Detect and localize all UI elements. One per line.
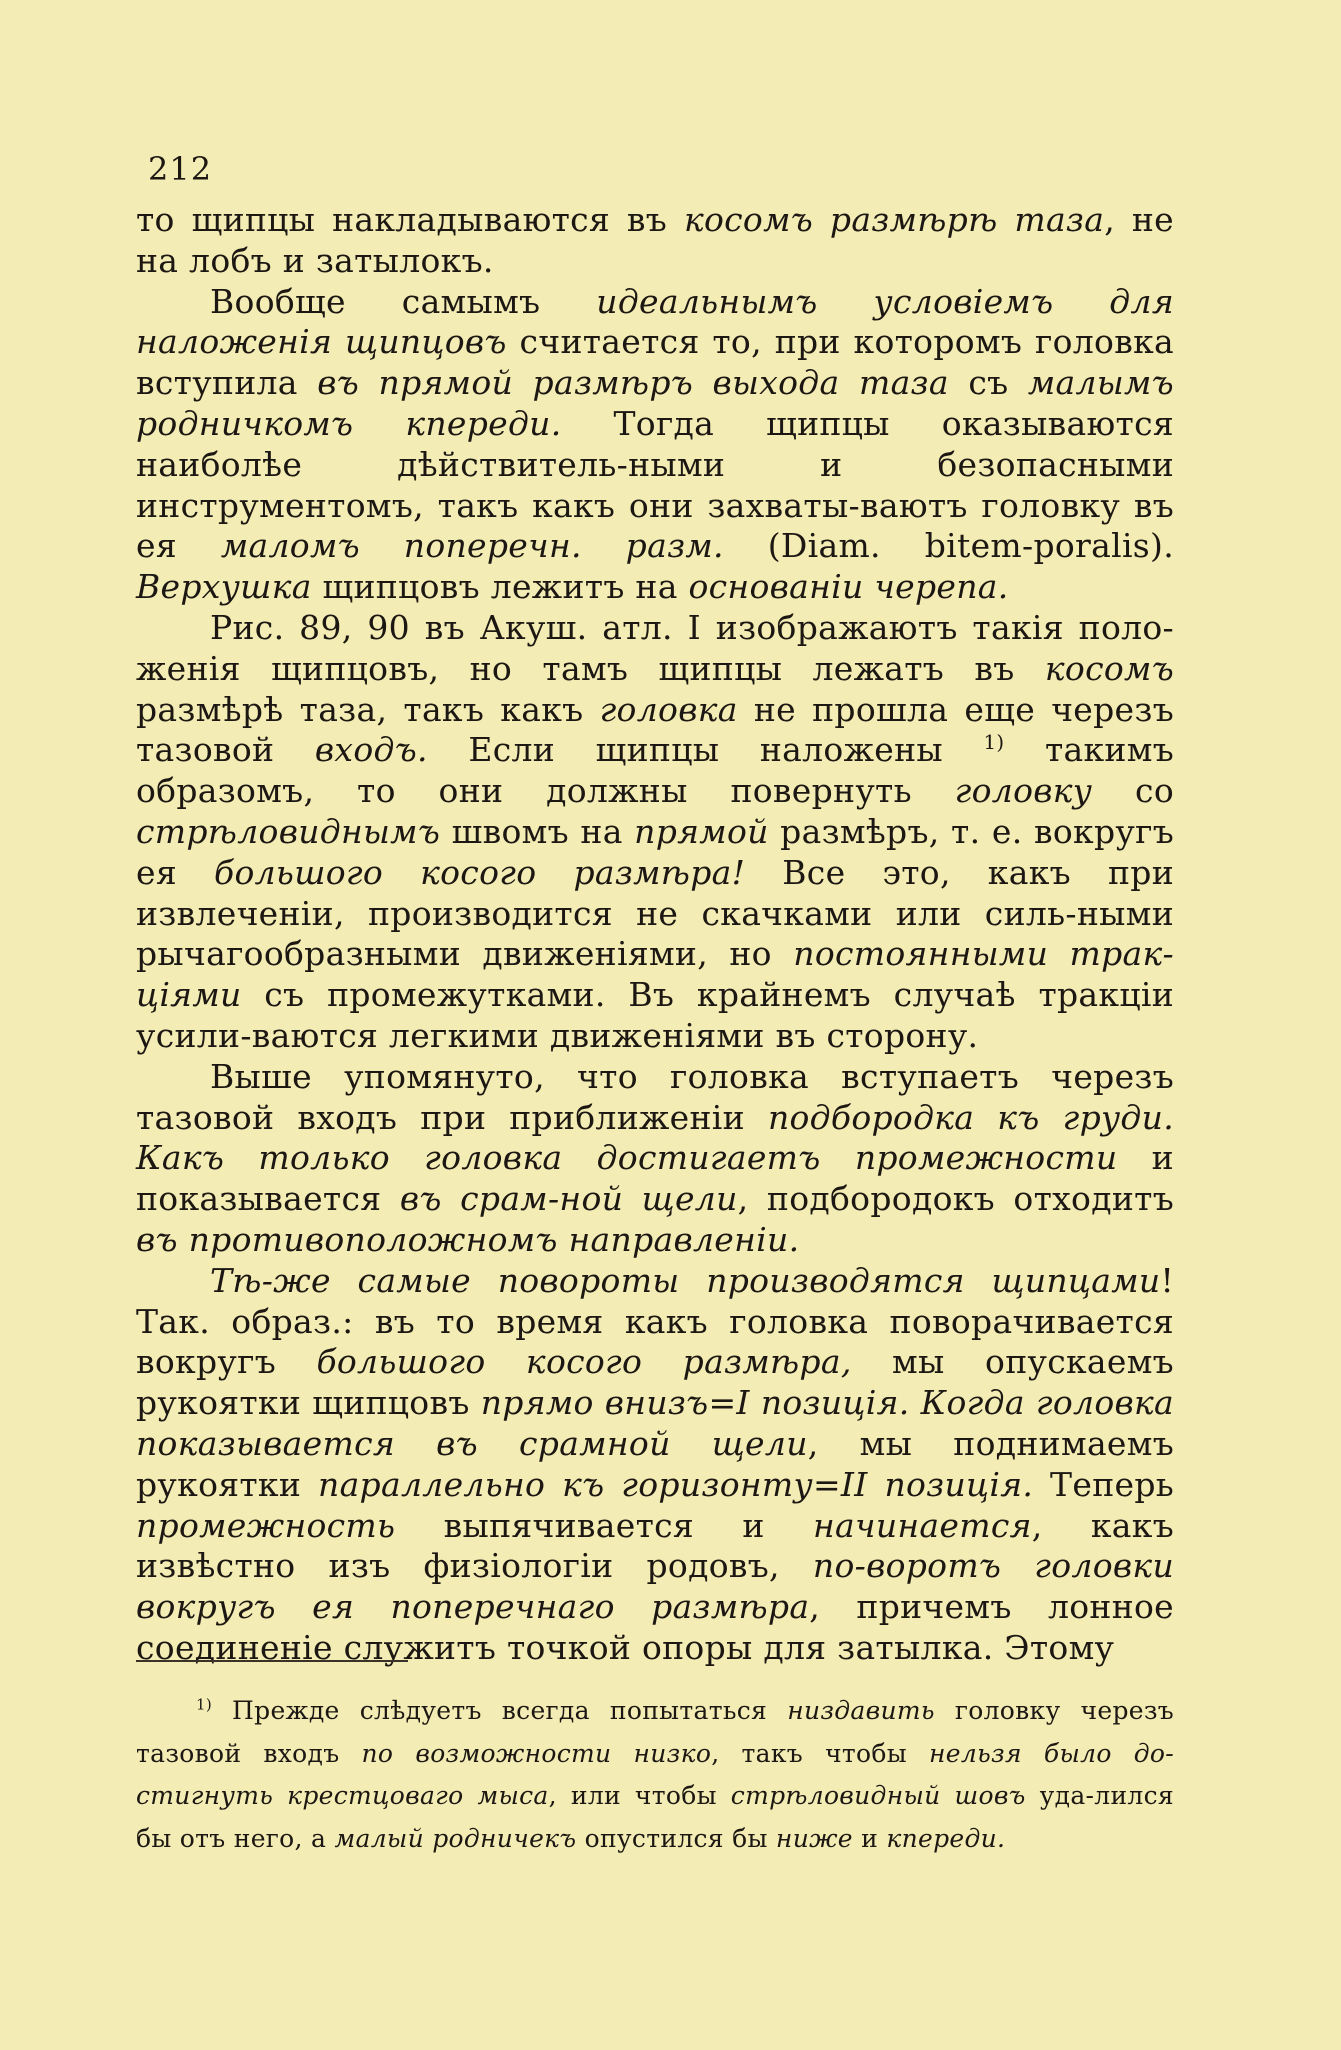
text-span: размѣрѣ таза, такъ какъ — [136, 689, 600, 729]
italic-span: прямо внизъ=I позиція. Когда головка показывается въ срамной щели — [136, 1383, 1174, 1463]
italic-span: кпереди. — [886, 1823, 1006, 1853]
italic-span: промежность — [136, 1505, 396, 1545]
italic-span: по-воротъ головки вокругъ ея поперечнаго размѣра — [136, 1546, 1174, 1627]
text-span: съ промежутками. Въ крайнемъ случаѣ тракціи усили-ваются легкими движеніями въ сторону. — [136, 975, 1174, 1055]
italic-span: головка — [599, 689, 738, 729]
text-span: , подбородокъ отходитъ — [737, 1179, 1174, 1219]
text-span: и — [852, 1823, 887, 1853]
text-span: головку черезъ тазовой входъ — [136, 1696, 1174, 1768]
text-span: Прежде слѣдуетъ всегда попытаться — [212, 1696, 788, 1725]
paragraph — [136, 1261, 1174, 1669]
footnote — [136, 1690, 1174, 1860]
text-span: размѣръ, т. е. вокругъ ея — [136, 811, 1174, 892]
italic-span: большого косого размѣра, — [316, 1342, 852, 1382]
text-span: , причемъ лонное соединеніе служитъ точкой опоры для затылка. Этому — [136, 1587, 1174, 1667]
italic-span: Верхушка — [136, 567, 312, 607]
text-span: опустился бы — [576, 1823, 776, 1853]
text-span: , не на лобъ и затылокъ. — [136, 200, 1174, 280]
text-span: швомъ на — [440, 811, 635, 851]
italic-span: основаніи черепа. — [688, 567, 1009, 607]
text-span: ! Так. образ.: въ то время какъ головка поворачивается вокругъ — [136, 1260, 1174, 1382]
italic-span: ниже — [775, 1823, 853, 1853]
text-span: съ — [948, 363, 1028, 403]
italic-span: Тѣ-же самые повороты производятся щипцами — [210, 1260, 1161, 1300]
italic-span: стрѣловидный шовъ — [730, 1781, 1026, 1810]
text-span: Вообще самымъ — [210, 281, 597, 321]
text-span: щипцовъ лежитъ на — [311, 567, 689, 607]
italic-span: маломъ поперечн. разм. — [220, 526, 724, 566]
paragraph — [136, 608, 1174, 1057]
text-span: Все это, какъ при извлеченіи, производится не скачками или силь-ными рычагообразными движеніями, но — [136, 852, 1174, 974]
italic-span: косомъ — [1044, 648, 1174, 688]
text-span: Выше упомянуто, что головка вступаетъ черезъ тазовой входъ при приближеніи — [136, 1056, 1174, 1137]
italic-span: въ противоположномъ направленіи. — [136, 1219, 800, 1259]
text-span: то щипцы накладываются въ — [136, 200, 684, 239]
italic-span: подбородка къ груди. Какъ только головка достигаетъ промежности — [136, 1097, 1174, 1178]
text-span: уда-лился бы отъ него, а — [136, 1781, 1174, 1853]
footnote-divider — [136, 1660, 408, 1662]
italic-span: косомъ размѣрѣ таза — [683, 200, 1105, 239]
text-span: мы опускаемъ рукоятки щипцовъ — [136, 1342, 1174, 1423]
italic-span: въ прямой размѣръ выхода таза — [317, 363, 949, 403]
italic-span: въ срам-ной щели — [399, 1179, 738, 1219]
text-span: , мы поднимаемъ рукоятки — [136, 1423, 1175, 1504]
page-number: 212 — [148, 150, 213, 188]
italic-span: идеальнымъ условіемъ для наложенія щипцовъ — [136, 281, 1174, 362]
italic-span: головку — [954, 771, 1093, 811]
italic-span: нельзя было до-стигнуть крестцоваго мыса — [136, 1738, 1174, 1810]
paragraph — [136, 200, 1174, 282]
text-span: не прошла еще черезъ тазовой — [136, 689, 1174, 770]
text-span: , или чтобы — [548, 1781, 731, 1810]
text-span: такимъ образомъ, то они должны повернуть — [136, 730, 1174, 811]
paragraph — [136, 1057, 1174, 1261]
italic-span: прямой — [634, 811, 769, 851]
text-span: считается то, при которомъ головка вступила — [136, 322, 1174, 403]
italic-span: постоянными трак-ціями — [136, 934, 1174, 1015]
text-span: , такъ чтобы — [711, 1738, 930, 1768]
italic-span: малымъ родничкомъ кпереди. — [136, 363, 1174, 443]
italic-span: начинается — [813, 1505, 1032, 1545]
text-span: Если щипцы наложены — [427, 730, 984, 770]
text-span: выпячивается и — [395, 1505, 813, 1545]
italic-span: параллельно къ горизонту=II позиція. — [318, 1464, 1034, 1504]
paragraph — [136, 282, 1174, 608]
text-span: Тогда щипцы оказываются наиболѣе дѣйствитель-ными и безопасными инструментомъ, такъ какъ они захваты-ваютъ головку въ ея — [136, 403, 1174, 566]
italic-span: стрѣловиднымъ — [136, 811, 441, 851]
text-span: , какъ извѣстно изъ физіологіи родовъ, — [136, 1505, 1175, 1586]
italic-span: по возможности низко — [361, 1738, 712, 1768]
text-span: и показывается — [136, 1138, 1174, 1219]
text-span: Теперь — [1033, 1464, 1175, 1504]
footnote-marker: 1) — [983, 731, 1005, 755]
text-span: со — [1092, 771, 1174, 811]
italic-span: входъ. — [314, 730, 428, 770]
italic-span: малый родничекъ — [334, 1823, 577, 1853]
italic-span: большого косого размѣра! — [214, 852, 746, 892]
text-span: Рис. 89, 90 въ Акуш. атл. I изображаютъ такія поло-женія щипцовъ, но тамъ щипцы лежатъ въ — [136, 607, 1174, 688]
text-span: (Diam. bitem-poralis). — [723, 526, 1174, 566]
main-text — [136, 200, 1174, 1669]
footnote-marker: 1) — [196, 1695, 212, 1714]
italic-span: низдавить — [787, 1696, 935, 1725]
